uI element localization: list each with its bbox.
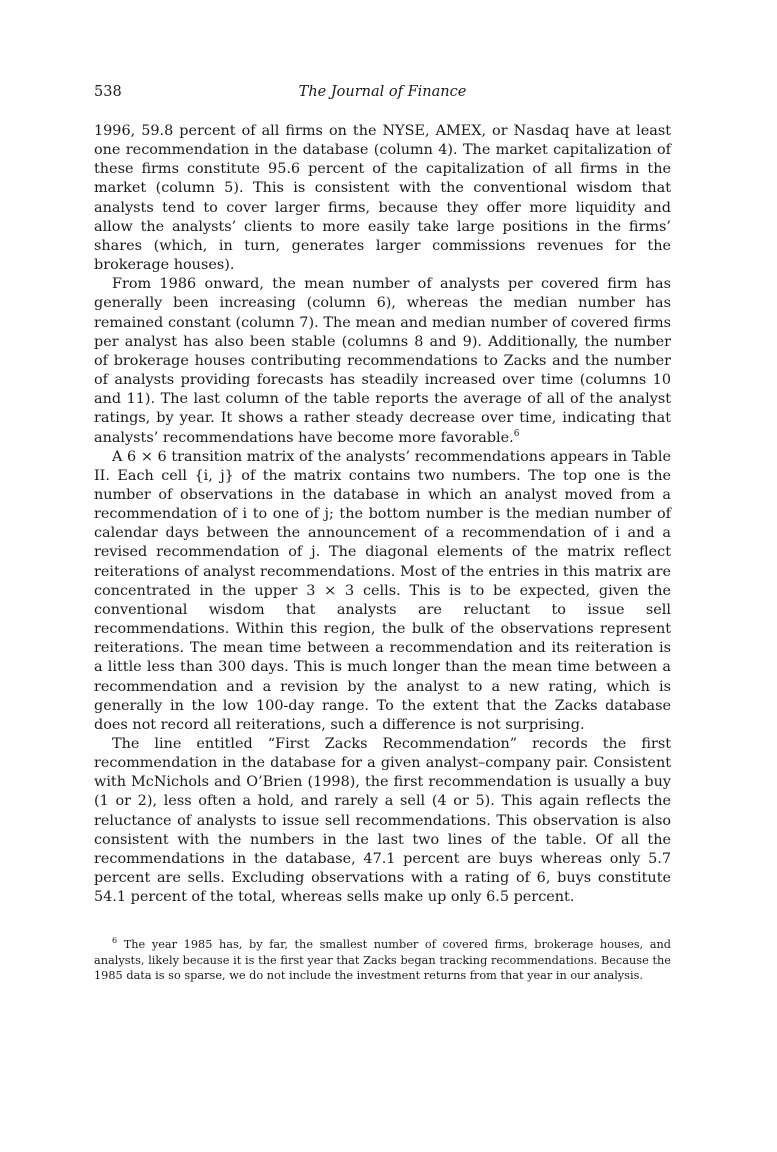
paragraph-2: [94, 275, 671, 447]
paragraph-4: [94, 735, 671, 907]
page-number: 538: [94, 84, 122, 100]
footnote-marker-6[interactable]: 6: [513, 428, 520, 439]
paragraph-1-text: 1996, 59.8 percent of all firms on the NYSE, AMEX, or Nasdaq have at least one recommendation in the database (column 4). The market capitalization of these firms constitute 95.6 percent of the capitalization of all firms in the market (column 5). This is consistent with the conventional wisdom that analysts tend to cover larger firms, because they offer more liquidity and allow the analysts’ clients to more easily take large positions in the firms’ shares (which, in turn, generates larger commissions revenues for the brokerage houses).: [94, 123, 671, 274]
journal-page: [94, 84, 671, 983]
footnote-6: [94, 937, 671, 983]
page-header: [94, 84, 671, 108]
footnote-text: The year 1985 has, by far, the smallest number of covered firms, brokerage houses, and analysts, likely because it is the first year that Zacks began tracking recommendations. Because the 1985 data is so sparse, we do not include the investment returns from that year in our analysis.: [94, 938, 671, 982]
journal-title: The Journal of Finance: [298, 84, 467, 100]
footnote-number: 6: [112, 936, 118, 946]
paragraph-2-text: From 1986 onward, the mean number of analysts per covered firm has generally been increasing (column 6), whereas the median number has remained constant (column 7). The mean and median number of covered firms per analyst has also been stable (columns 8 and 9). Additionally, the number of brokerage houses contributing recommendations to Zacks and the number of analysts providing forecasts has steadily increased over time (columns 10 and 11). The last column of the table reports the average of all of the analyst ratings, by year. It shows a rather steady decrease over time, indicating that analysts’ recommendations have become more favorable.: [94, 276, 671, 446]
paragraph-3: [94, 448, 671, 735]
paragraph-1: [94, 122, 671, 275]
paragraph-3-text: A 6 × 6 transition matrix of the analysts’ recommendations appears in Table II. Each cell {i, j} of the matrix contains two numbers. The top one is the number of observations in the database in which an analyst moved from a recommendation of i to one of j; the bottom number is the median number of calendar days between the announcement of a recommendation of i and a revised recommendation of j. The diagonal elements of the matrix reflect reiterations of analyst recommendations. Most of the entries in this matrix are concentrated in the upper 3 × 3 cells. This is to be expected, given the conventional wisdom that analysts are reluctant to issue sell recommendations. Within this region, the bulk of the observations represent reiterations. The mean time between a recommendation and its reiteration is a little less than 300 days. This is much longer than the mean time between a recommendation and a revision by the analyst to a new rating, which is generally in the low 100-day range. To the extent that the Zacks database does not record all reiterations, such a difference is not surprising.: [94, 448, 671, 733]
body-text: [94, 122, 671, 907]
paragraph-4-text: The line entitled “First Zacks Recommendation” records the first recommendation in the database for a given analyst–company pair. Consistent with McNichols and O’Brien (1998), the first recommendation is usually a buy (1 or 2), less often a hold, and rarely a sell (4 or 5). This again reflects the reluctance of analysts to issue sell recommendations. This observation is also consistent with the numbers in the last two lines of the table. Of all the recommendations in the database, 47.1 percent are buys whereas only 5.7 percent are sells. Excluding observations with a rating of 6, buys constitute 54.1 percent of the total, whereas sells make up only 6.5 percent.: [94, 736, 671, 906]
